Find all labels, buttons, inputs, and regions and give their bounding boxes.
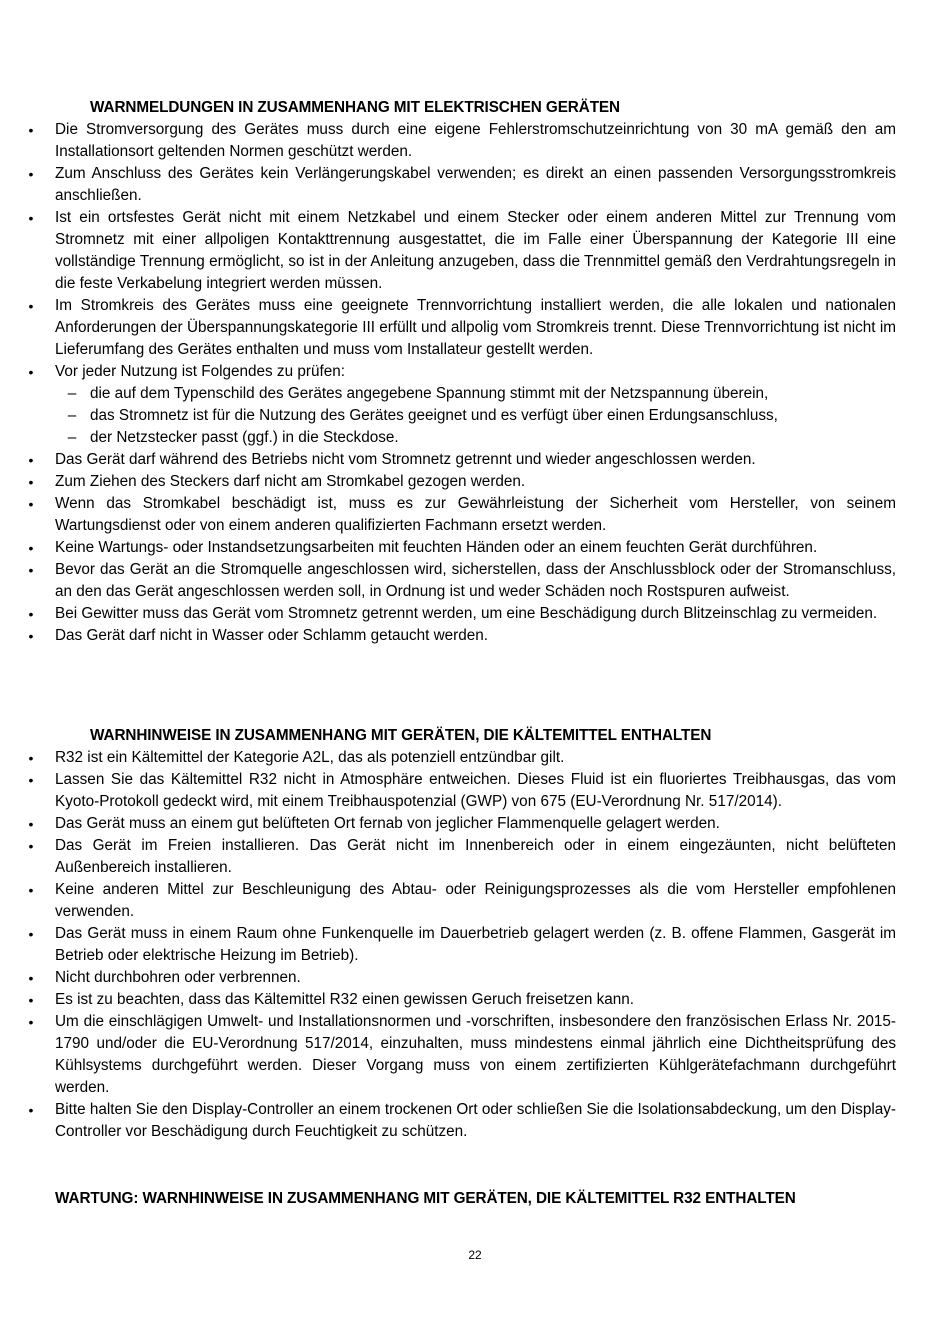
list-item-text: Das Gerät darf nicht in Wasser oder Schlamm getaucht werden.	[55, 627, 489, 644]
list-item	[0, 1099, 950, 1143]
bullet-icon: •	[28, 364, 34, 380]
bullet-icon: •	[28, 772, 34, 788]
list-item-text: Bevor das Gerät an die Stromquelle angeschlossen wird, sicherstellen, dass der Anschlussblock oder der Stromanschluss, an den das Gerät angeschlossen werden soll, in Ordnung ist und weder Schäden noch Rostspuren aufweist.	[55, 561, 896, 600]
list-item	[0, 559, 950, 603]
list-item	[0, 747, 950, 769]
list-item	[0, 813, 950, 835]
list-item-text: Um die einschlägigen Umwelt- und Installationsnormen und -vorschriften, insbesondere den französischen Erlass Nr. 2015-1790 und/oder die EU-Verordnung 517/2014, einzuhalten, muss mindestens einmal jährlich eine Dichtheitsprüfung des Kühlsystems durchgeführt werden. Dieser Vorgang muss von einem zertifizierten Kühlgerätefachmann durchgeführt werden.	[55, 1013, 896, 1096]
list-item-text: Wenn das Stromkabel beschädigt ist, muss es zur Gewährleistung der Sicherheit vom Hersteller, von seinem Wartungsdienst oder von einem anderen qualifizierten Fachmann ersetzt werden.	[55, 495, 896, 534]
list-item	[0, 449, 950, 471]
bullet-icon: •	[28, 816, 34, 832]
list-item-text: Es ist zu beachten, dass das Kältemittel R32 einen gewissen Geruch freisetzen kann.	[55, 991, 635, 1008]
dash-icon: –	[67, 429, 77, 446]
list-item-text: Zum Ziehen des Steckers darf nicht am Stromkabel gezogen werden.	[55, 473, 526, 490]
list-item-text: Im Stromkreis des Gerätes muss eine geeignete Trennvorrichtung installiert werden, die alle lokalen und nationalen Anforderungen der Überspannungskategorie III erfüllt und allpolig vom Stromkreis trennt. Diese Trennvorrichtung ist nicht im Lieferumfang des Gerätes enthalten und muss vom Installateur gestellt werden.	[55, 297, 896, 358]
list-item-text: Das Gerät muss in einem Raum ohne Funkenquelle im Dauerbetrieb gelagert werden (z. B. offene Flammen, Gasgerät im Betrieb oder elektrische Heizung im Betrieb).	[55, 925, 896, 964]
list-item	[0, 207, 950, 295]
list-item	[0, 967, 950, 989]
list-item-text: Bei Gewitter muss das Gerät vom Stromnetz getrennt werden, um eine Beschädigung durch Blitzeinschlag zu vermeiden.	[55, 605, 878, 622]
list-item	[0, 879, 950, 923]
bullet-icon: •	[28, 838, 34, 854]
sub-list-item	[55, 405, 896, 427]
bullet-icon: •	[28, 1014, 34, 1030]
list-item-text: Das Gerät muss an einem gut belüfteten Ort fernab von jeglicher Flammenquelle gelagert werden.	[55, 815, 720, 832]
bullet-icon: •	[28, 452, 34, 468]
section-maintenance-warnings	[0, 1188, 950, 1210]
dash-icon: –	[67, 407, 77, 424]
list-item	[0, 625, 950, 647]
bullet-icon: •	[28, 606, 34, 622]
section-electrical-warnings	[0, 97, 950, 647]
list-item	[0, 119, 950, 163]
sub-list-item-text: der Netzstecker passt (ggf.) in die Steckdose.	[90, 429, 399, 446]
bullet-icon: •	[28, 628, 34, 644]
list-item	[0, 163, 950, 207]
list-item	[0, 835, 950, 879]
section-heading: WARNHINWEISE IN ZUSAMMENHANG MIT GERÄTEN, DIE KÄLTEMITTEL ENTHALTEN	[90, 727, 712, 744]
sub-list-item	[55, 427, 896, 449]
list-item-text: Keine anderen Mittel zur Beschleunigung des Abtau- oder Reinigungsprozesses als die vom Hersteller empfohlenen verwenden.	[55, 881, 896, 920]
list-item	[0, 603, 950, 625]
bullet-icon: •	[28, 882, 34, 898]
list-item	[0, 493, 950, 537]
list-item	[0, 923, 950, 967]
list-item-text: Keine Wartungs- oder Instandsetzungsarbeiten mit feuchten Händen oder an einem feuchten Gerät durchführen.	[55, 539, 818, 556]
list-item	[0, 537, 950, 559]
list-item	[0, 471, 950, 493]
list-item-text: Das Gerät darf während des Betriebs nicht vom Stromnetz getrennt und wieder angeschlossen werden.	[55, 451, 756, 468]
bullet-icon: •	[28, 992, 34, 1008]
list-item-text: Die Stromversorgung des Gerätes muss durch eine eigene Fehlerstromschutzeinrichtung von 30 mA gemäß den am Installationsort geltenden Normen geschützt werden.	[55, 121, 896, 160]
bullet-icon: •	[28, 210, 34, 226]
bullet-icon: •	[28, 122, 34, 138]
list-item	[0, 769, 950, 813]
list-item	[0, 361, 950, 449]
section-heading: WARNMELDUNGEN IN ZUSAMMENHANG MIT ELEKTRISCHEN GERÄTEN	[90, 99, 620, 116]
section-refrigerant-warnings	[0, 725, 950, 1143]
sub-list-item-text: das Stromnetz ist für die Nutzung des Gerätes geeignet und es verfügt über einen Erdungsanschluss,	[90, 407, 778, 424]
bullet-icon: •	[28, 166, 34, 182]
list-item	[0, 989, 950, 1011]
bullet-icon: •	[28, 1102, 34, 1118]
sub-list-item	[55, 383, 896, 405]
dash-icon: –	[67, 385, 77, 402]
list-item-text: Ist ein ortsfestes Gerät nicht mit einem Netzkabel und einem Stecker oder einem anderen Mittel zur Trennung vom Stromnetz mit einer allpoligen Kontakttrennung ausgestattet, die im Falle einer Überspannung der Kategorie III eine vollständige Trennung ermöglicht, so ist in der Anleitung anzugeben, dass die Trennmittel gemäß den Verdrahtungsregeln in die feste Verkabelung integriert werden müssen.	[55, 209, 896, 292]
bullet-icon: •	[28, 970, 34, 986]
bullet-icon: •	[28, 926, 34, 942]
sub-list-item-text: die auf dem Typenschild des Gerätes angegebene Spannung stimmt mit der Netzspannung überein,	[90, 385, 769, 402]
list-item-text: Vor jeder Nutzung ist Folgendes zu prüfen:	[55, 363, 345, 380]
warning-list	[0, 747, 950, 1143]
page-number: 22	[468, 1248, 482, 1262]
list-item-text: Das Gerät im Freien installieren. Das Gerät nicht im Innenbereich oder in einem eingezäunten, nicht belüfteten Außenbereich installieren.	[55, 837, 896, 876]
list-item-text: R32 ist ein Kältemittel der Kategorie A2L, das als potenziell entzündbar gilt.	[55, 749, 565, 766]
bullet-icon: •	[28, 750, 34, 766]
bullet-icon: •	[28, 298, 34, 314]
section-heading: WARTUNG: WARNHINWEISE IN ZUSAMMENHANG MIT GERÄTEN, DIE KÄLTEMITTEL R32 ENTHALTEN	[55, 1190, 796, 1207]
list-item-text: Lassen Sie das Kältemittel R32 nicht in Atmosphäre entweichen. Dieses Fluid ist ein fluoriertes Treibhausgas, das vom Kyoto-Protokoll gedeckt wird, mit einem Treibhauspotenzial (GWP) von 675 (EU-Verordnung Nr. 517/2014).	[55, 771, 896, 810]
list-item-text: Zum Anschluss des Gerätes kein Verlängerungskabel verwenden; es direkt an einen passenden Versorgungsstromkreis anschließen.	[55, 165, 896, 204]
bullet-icon: •	[28, 496, 34, 512]
list-item	[0, 295, 950, 361]
bullet-icon: •	[28, 562, 34, 578]
sub-list	[55, 383, 896, 449]
list-item-text: Nicht durchbohren oder verbrennen.	[55, 969, 301, 986]
list-item	[0, 1011, 950, 1099]
bullet-icon: •	[28, 474, 34, 490]
bullet-icon: •	[28, 540, 34, 556]
list-item-text: Bitte halten Sie den Display-Controller an einem trockenen Ort oder schließen Sie die Isolationsabdeckung, um den Display-Controller vor Beschädigung durch Feuchtigkeit zu schützen.	[55, 1101, 896, 1140]
warning-list	[0, 119, 950, 647]
